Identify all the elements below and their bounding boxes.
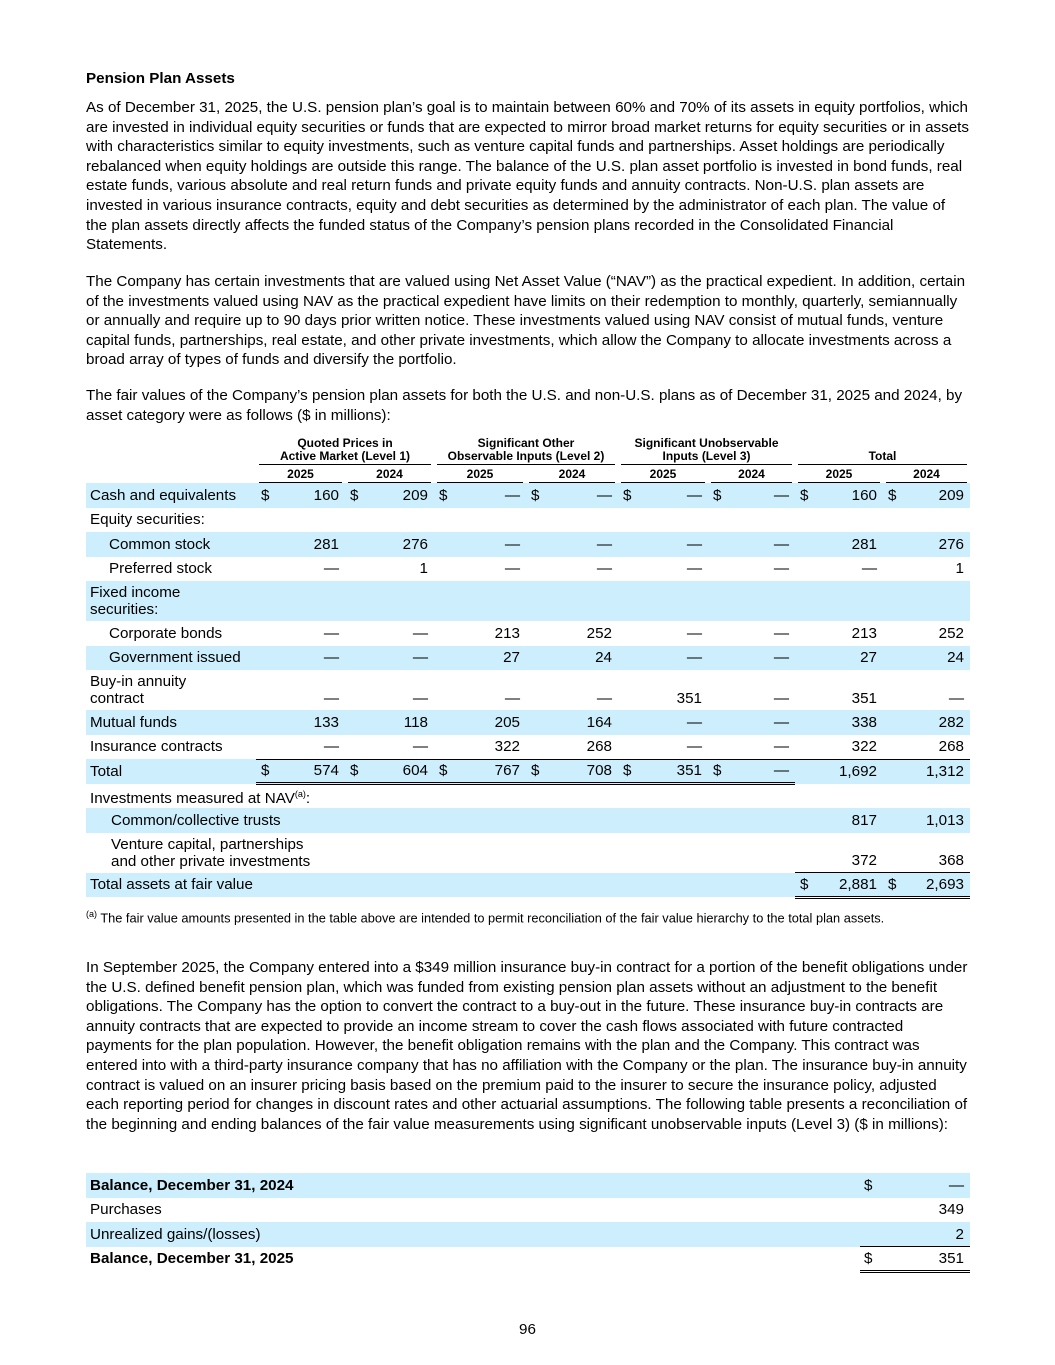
table-cell: 213 [494,624,520,642]
table-cell: $ 351 [618,759,708,784]
header-total: Total [795,436,970,465]
table-row-preferred-stock [86,557,970,582]
table-cell: 322 [795,735,883,760]
section-title: Pension Plan Assets [86,70,235,87]
table-cell: $ 209 [883,483,970,508]
table-cell: 1,312 [883,759,970,784]
table-cell: — [618,735,708,760]
table-cell: 281 [256,532,345,557]
row-label: Cash and equivalents [86,483,256,508]
table-row-corporate-bonds [86,621,970,646]
row-label: Insurance contracts [90,738,223,756]
table-cell: 368 [883,833,970,873]
table-cell: 817 [795,808,883,833]
header-year: 2025 [795,465,883,483]
table-row-balance-2024 [86,1173,970,1198]
table-cell: 213 [851,624,877,642]
table-cell: 349 [938,1201,964,1219]
table-cell: 281 [795,532,883,557]
table-cell: 372 [795,833,883,873]
table-cell: $ — [526,483,618,508]
table-cell: — [256,735,345,760]
header-year-row [86,465,970,483]
table-cell: — [504,690,520,707]
paragraph-buyin-contract: In September 2025, the Company entered into a $349 million insurance buy-in contract for a portion of the benefit obligations under the U.S. defined benefit pension plan, which was funded from existing pension plan assets without an adjustment to the benefit obligations. The Company has the option to convert the contract to a buy-out in the future. These insurance buy-in contracts are annuity contracts that are expected to provide an income stream to cover the cash flows associated with future contracted payments for the plan population. However, the benefit obligation remains with the plan and the Company. This contract was entered into with a third-party insurance company that has no affiliation with the Company or the plan. The insurance buy-in annuity contract is valued on an insurer pricing basis based on the premium paid to the insurer to secure the insurance policy, adjusted each reporting period for changes in discount rates and other actuarial assumptions. The following table presents a reconciliation of the beginning and ending balances of the fair value measurements using significant unobservable inputs (Level 3) ($ in millions): [86,959,968,1133]
table-cell: — [434,532,526,557]
table-cell: $ — [618,483,708,508]
table-row-government-issued [86,646,970,671]
table-cell: 118 [345,710,434,735]
table-row-balance-2025 [86,1247,970,1272]
table-cell: — [686,560,702,578]
row-label: Government issued [86,646,256,671]
table-cell: $ 604 [345,759,434,784]
table-cell: $ — [434,483,526,508]
table-cell: — [861,560,877,578]
row-label: Venture capital, partnerships and other private investments [111,835,311,870]
table-row-fixed-income-heading [86,581,970,621]
table-cell: 276 [883,532,970,557]
header-year: 2025 [434,465,526,483]
row-label: Buy-in annuity contract [90,673,187,707]
table-cell: 1,692 [795,759,883,784]
row-label: Investments measured at NAV$^{(a)}$: [90,788,311,808]
footnote [86,906,970,926]
table-cell: 276 [345,532,434,557]
table-cell: 24 [526,646,618,671]
table-cell: — [948,690,964,707]
header-year: 2024 [708,465,795,483]
table-row-buyin-annuity [86,670,970,710]
table-cell: — [686,624,702,642]
header-year: 2024 [526,465,618,483]
table-cell: — [504,560,520,578]
footnote-text: The fair value amounts presented in the table above are intended to permit reconciliation of the fair value hierarchy to the total plan assets. [97,910,885,926]
row-label: Balance, December 31, 2024 [86,1173,860,1198]
table-cell: — [773,560,789,578]
row-label: Corporate bonds [109,624,223,642]
row-label: Fixed income securities: [86,581,256,621]
header-year: 2024 [345,465,434,483]
table-cell: 1 [955,560,964,578]
table-cell: $ 209 [345,483,434,508]
paragraph-fair-value-intro: The fair values of the Company’s pension plan assets for both the U.S. and non-U.S. plans as of December 31, 2025 and 2024, by asset category were as follows ($ in millions): [86,387,963,424]
row-label: Unrealized gains/(losses) [86,1222,860,1247]
table-cell: — [526,532,618,557]
table-cell: 338 [795,710,883,735]
row-label: Common stock [86,532,256,557]
table-row-total [86,759,970,784]
table-cell: — [773,624,789,642]
table-cell: — [773,690,789,707]
table-cell: $ 708 [526,759,618,784]
row-label: Preferred stock [109,560,212,578]
table-cell: — [323,624,339,642]
table-row-mutual-funds [86,710,970,735]
table-cell: 2 [860,1222,970,1247]
table-cell: $ 160 [256,483,345,508]
table-row-unrealized-gains [86,1222,970,1247]
table-cell: 268 [526,735,618,760]
table-cell: 27 [434,646,526,671]
row-label: Mutual funds [86,710,256,735]
paragraph-plan-goal: As of December 31, 2025, the U.S. pension plan’s goal is to maintain between 60% and 70% of its assets in equity portfolios, which are invested in individual equity securities or funds that are expected to mirror broad market returns for equity securities or in assets with characteristics similar to equity investments, such as venture capital funds and partnerships. Asset holdings are periodically rebalanced when equity holdings are outside this range. The balance of the U.S. plan asset portfolio is invested in bond funds, real estate funds, various absolute and real return funds and private equity funds and annuity contracts. Non-U.S. plan assets are invested in various insurance contracts, equity and debt securities as determined by the administrator of each plan. The value of the plan assets directly affects the funded status of the Company’s pension plans recorded in the Consolidated Financial Statements. [86,99,969,254]
table-cell: $ 160 [795,483,883,508]
table-row-common-collective-trusts [86,808,970,833]
row-label: Total assets at fair value [86,873,434,898]
header-level1: Quoted Prices in Active Market (Level 1) [256,436,434,465]
table-cell: 282 [883,710,970,735]
fair-value-table [86,436,970,899]
table-cell: — [345,646,434,671]
table-cell: 133 [256,710,345,735]
table-cell: — [618,646,708,671]
row-label: Common/collective trusts [86,808,434,833]
table-cell: $ 2,881 [795,873,883,898]
table-cell: 252 [586,624,612,642]
table-cell: — [618,532,708,557]
table-cell: $ 767 [434,759,526,784]
row-label: Equity securities: [90,511,205,529]
table-cell: — [323,690,339,707]
table-row-common-stock [86,532,970,557]
table-cell: $ — [708,483,795,508]
table-cell: 205 [434,710,526,735]
table-row-insurance-contracts [86,735,970,760]
header-level2: Significant Other Observable Inputs (Level 2) [434,436,618,465]
table-cell: 164 [526,710,618,735]
level3-reconciliation-table [86,1173,970,1273]
header-group-row [86,436,970,465]
table-cell: 27 [795,646,883,671]
header-level3: Significant Unobservable Inputs (Level 3) [618,436,795,465]
row-label: Purchases [90,1201,162,1219]
header-year: 2024 [883,465,970,483]
table-cell: $ 2,693 [883,873,970,898]
table-cell: 1,013 [883,808,970,833]
table-cell: 268 [883,735,970,760]
table-row-cash [86,483,970,508]
table-cell: — [345,735,434,760]
header-year: 2025 [618,465,708,483]
table-cell: — [618,710,708,735]
table-cell: $ — [860,1173,970,1198]
table-cell: — [256,646,345,671]
table-row-equity-heading [86,508,970,533]
table-cell: — [412,624,428,642]
table-cell: — [596,560,612,578]
paragraph-nav-investments: The Company has certain investments that are valued using Net Asset Value (“NAV”) as the practical expedient. In addition, certain of the investments valued using NAV as the practical expedient have limits on their redemption to monthly, quarterly, semiannually or annually and require up to 90 days prior written notice. These investments valued using NAV consist of mutual funds, venture capital funds, partnerships, real estate, and other private investments, which allow the Company to allocate investments across a broad array of types of funds and diversify the portfolio. [86,273,966,369]
table-cell: 351 [851,690,877,707]
footnote-marker: (a) [86,909,97,919]
table-cell: — [708,710,795,735]
table-cell: — [708,646,795,671]
table-row-purchases [86,1198,970,1223]
header-year: 2025 [256,465,345,483]
table-cell: — [708,532,795,557]
table-cell: $ 351 [860,1247,970,1272]
table-cell: $ 574 [256,759,345,784]
table-row-total-assets [86,873,970,898]
row-label: Balance, December 31, 2025 [90,1250,294,1268]
page-number: 96 [519,1321,536,1338]
table-cell: — [412,690,428,707]
table-row-venture-capital [86,833,970,873]
table-cell: — [708,735,795,760]
table-cell: — [596,690,612,707]
table-cell: 322 [434,735,526,760]
table-cell: 24 [883,646,970,671]
table-cell: 252 [938,624,964,642]
table-row-nav-heading [86,784,970,809]
table-cell: $ — [708,759,795,784]
table-cell: 351 [676,690,702,707]
row-label: Total [86,759,256,784]
table-cell: — [323,560,339,578]
table-cell: 1 [419,560,428,578]
